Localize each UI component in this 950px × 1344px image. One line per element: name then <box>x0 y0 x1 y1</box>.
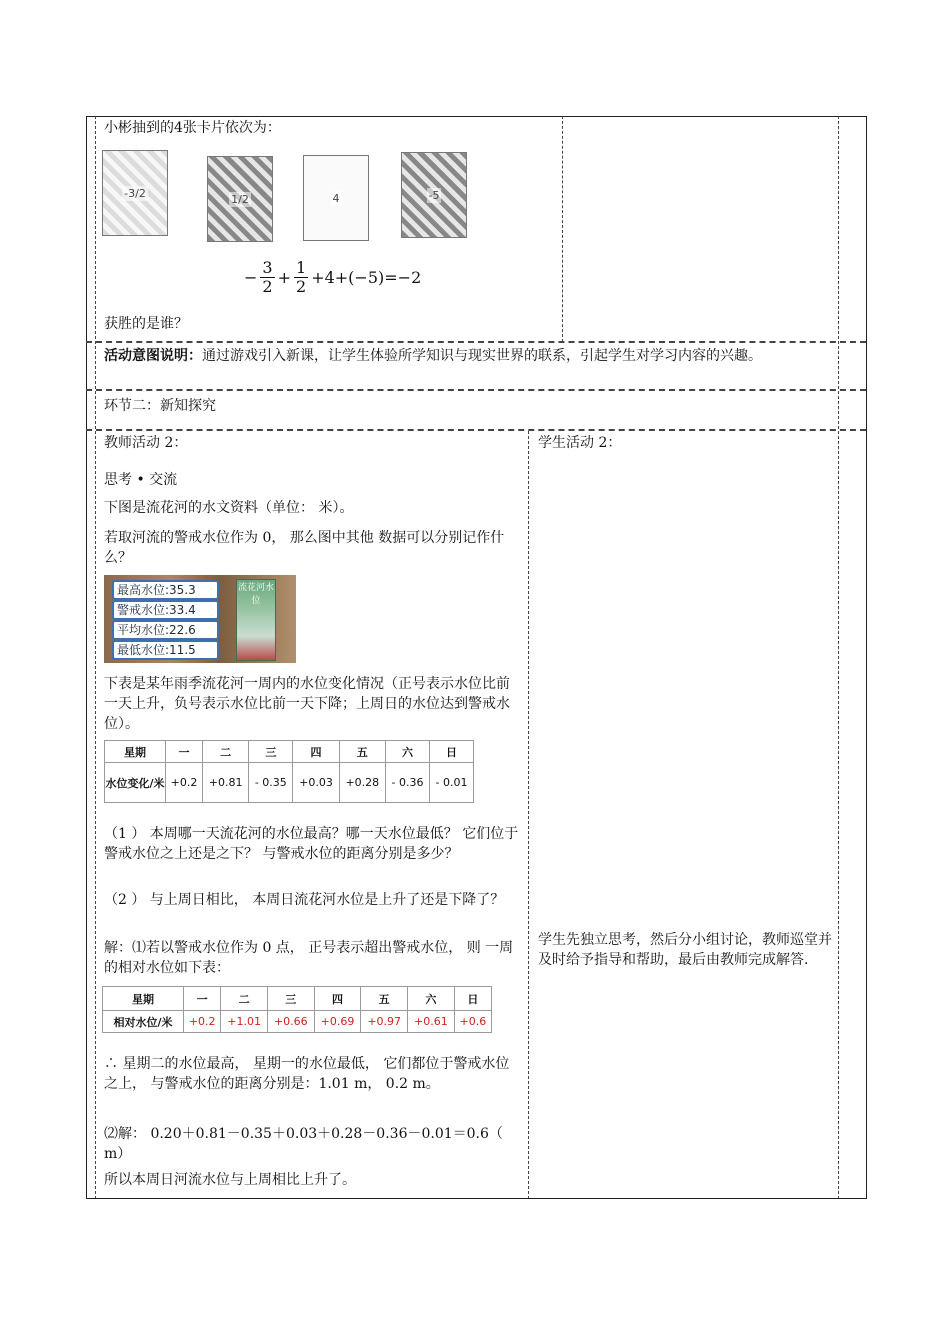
t1-header: 五 <box>339 741 385 763</box>
t1-header: 六 <box>385 741 429 763</box>
equation: − $\frac{3}{2}$ + $\frac{1}{2}$ +4+(−5)=−2 <box>244 258 422 296</box>
stage-title: 环节二：新知探究 <box>104 398 216 414</box>
t1-header: 四 <box>293 741 339 763</box>
t1-header: 三 <box>249 741 293 763</box>
water-change-table <box>104 740 474 803</box>
t2-header: 星期 <box>103 987 184 1011</box>
student-activity-text: 学生先独立思考，然后分小组讨论，教师巡堂并及时给予指导和帮助，最后由教师完成解答. <box>538 932 832 968</box>
t2-header: 四 <box>314 987 361 1011</box>
t2-header: 三 <box>267 987 314 1011</box>
t2-header: 六 <box>408 987 455 1011</box>
label-warning: 警戒水位:33.4 <box>112 600 219 620</box>
teacher-para-3: 下表是某年雨季流花河一周内的水位变化情况（正号表示水位比前一天上升，负号表示水位比前一天下降；上周日的水位达到警戒水位）。 <box>104 676 510 732</box>
row-divider-1 <box>86 341 866 343</box>
t1-cell: - 0.36 <box>385 763 429 803</box>
t2-header: 日 <box>454 987 491 1011</box>
t1-cell: +0.2 <box>166 763 203 803</box>
intent-label: 活动意图说明： <box>104 348 202 364</box>
lower-column-divider <box>528 431 529 1199</box>
table-right-outer-border <box>866 116 867 1199</box>
think-heading: 思考 • 交流 <box>104 472 178 488</box>
card-4: -5 <box>401 152 467 238</box>
conclusion-1: ∴ 星期二的水位最高， 星期一的水位最低， 它们都位于警戒水位之上， 与警戒水位的距离分别是：1.01 m， 0.2 m。 <box>104 1056 510 1092</box>
row-divider-2 <box>86 389 866 391</box>
t2-cell: +0.61 <box>408 1011 455 1033</box>
t2-cell: +1.01 <box>221 1011 268 1033</box>
teacher-heading: 教师活动 2： <box>104 435 188 451</box>
winner-question: 获胜的是谁？ <box>104 316 188 332</box>
t2-cell: +0.69 <box>314 1011 361 1033</box>
t1-row-label: 水位变化/米 <box>105 763 166 803</box>
question-1: （1 ） 本周哪一天流花河的水位最高？哪一天水位最低？ 它们位于警戒水位之上还是之下？ 与警戒水位的距离分别是多少？ <box>104 826 519 862</box>
water-level-image <box>104 575 296 663</box>
table-left-inner-border <box>95 116 96 1199</box>
t2-cell: +0.97 <box>361 1011 408 1033</box>
label-average: 平均水位:22.6 <box>112 620 219 640</box>
t2-cell: +0.2 <box>184 1011 221 1033</box>
t2-header: 五 <box>361 987 408 1011</box>
relative-level-table <box>102 986 492 1033</box>
table-left-outer-border <box>86 116 87 1199</box>
solution-2: ⑵解： 0.20＋0.81－0.35＋0.03＋0.28－0.36－0.01＝0.6（ m） <box>104 1126 503 1162</box>
t1-header: 日 <box>429 741 473 763</box>
teacher-para-2: 若取河流的警戒水位作为 0， 那么图中其他 数据可以分别记作什么？ <box>104 530 505 566</box>
top-column-divider <box>562 116 563 342</box>
intent-text: 通过游戏引入新课，让学生体验所学知识与现实世界的联系，引起学生对学习内容的兴趣。 <box>202 348 762 364</box>
table-right-inner-border <box>838 116 839 1199</box>
water-gauge: 流花河水位 <box>236 579 276 661</box>
t1-header: 星期 <box>105 741 166 763</box>
label-highest: 最高水位:35.3 <box>112 580 219 600</box>
t1-cell: - 0.01 <box>429 763 473 803</box>
t1-header: 一 <box>166 741 203 763</box>
student-heading: 学生活动 2： <box>538 435 622 451</box>
activity-intent <box>104 346 830 366</box>
t2-row-label: 相对水位/米 <box>103 1011 184 1033</box>
row-divider-3 <box>86 429 866 431</box>
card-3: 4 <box>303 155 369 241</box>
cards-intro-text: 小彬抽到的4张卡片依次为： <box>104 120 281 136</box>
conclusion-2: 所以本周日河流水位与上周相比上升了。 <box>104 1172 356 1188</box>
table-bottom-border <box>86 1198 866 1199</box>
card-2: 1/2 <box>207 156 273 242</box>
question-2: （2 ） 与上周日相比， 本周日流花河水位是上升了还是下降了？ <box>104 892 505 908</box>
card-1: -3/2 <box>102 150 168 236</box>
t2-header: 一 <box>184 987 221 1011</box>
t2-cell: +0.66 <box>267 1011 314 1033</box>
t2-header: 二 <box>221 987 268 1011</box>
t2-cell: +0.6 <box>454 1011 491 1033</box>
t1-cell: +0.28 <box>339 763 385 803</box>
t1-cell: - 0.35 <box>249 763 293 803</box>
t1-header: 二 <box>202 741 248 763</box>
solution-1: 解：⑴若以警戒水位作为 0 点， 正号表示超出警戒水位， 则 一周的相对水位如下表： <box>104 940 514 976</box>
teacher-para-1: 下图是流花河的水文资料（单位： 米）。 <box>104 500 354 516</box>
table-top-border <box>86 116 866 117</box>
label-lowest: 最低水位:11.5 <box>112 640 219 660</box>
t1-cell: +0.03 <box>293 763 339 803</box>
t1-cell: +0.81 <box>202 763 248 803</box>
